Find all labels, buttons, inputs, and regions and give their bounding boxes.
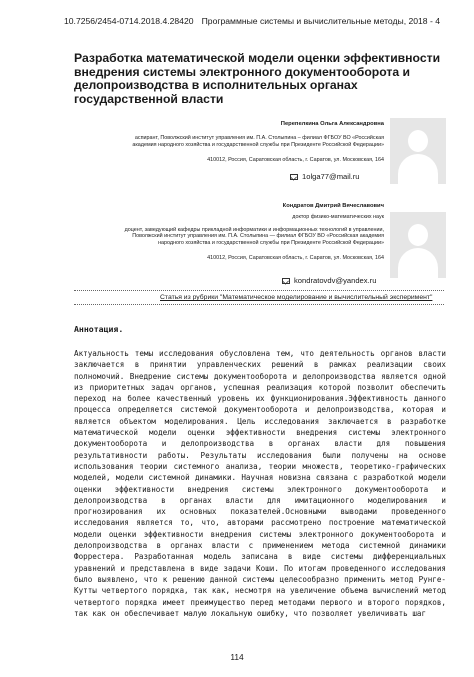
abstract-line: было выявлено, что к решению данной системы целесообразно применить метод Рунге- [74, 574, 446, 584]
abstract-line: является объектом моделирования. Цель исследования заключается в разработке [74, 416, 446, 426]
envelope-icon [290, 174, 298, 180]
abstract-line: четвертого порядка имеет преимущество перед методами первого и второго порядков, [74, 597, 446, 607]
rubric-link[interactable]: Статья из рубрики "Математическое моделирование и вычислительный эксперимент" [160, 294, 433, 301]
author-2-degree: доктор физико-математических наук [292, 214, 384, 220]
abstract-line: полномочий. Внедрение системы документооборота и делопроизводства является одной [74, 371, 446, 381]
author-1-email-row [290, 172, 360, 181]
abstract-line: результативности работы. Результаты исследования были получены на основе [74, 450, 446, 460]
abstract-line: прогнозирования их основных показателей.Основными выводами проведенного [74, 507, 446, 517]
annotation-heading: Аннотация. [74, 324, 124, 334]
abstract-body [74, 348, 446, 619]
author-2-block [64, 203, 384, 262]
author-2-affil-line-3: народного хозяйства и государственной службы при Президенте Российской Федерации» [158, 239, 384, 246]
abstract-line: математической модели оценки эффективности внедрения системы электронного [74, 428, 446, 438]
abstract-line: Форрестера. Разработанная модель записана в виде системы дифференциальных [74, 552, 446, 562]
author-1-affil-line-1: аспирант, Поволжский институт управления им. П.А. Столыпина – филиал ФГБОУ ВО «Российская [134, 135, 384, 141]
abstract-line: Актуальность темы исследования обусловлена тем, что деятельность органов власти [74, 349, 446, 358]
abstract-line: документооборота и делопроизводства в органах власти для повышения [74, 439, 446, 449]
author-2-email-row [282, 276, 376, 285]
author-2-name: Кондратов Дмитрий Вячеславович [282, 203, 384, 209]
author-2-email[interactable]: kondratovdv@yandex.ru [294, 276, 377, 285]
author-2-address: 410012, Россия, Саратовская область, г. Саратов, ул. Московская, 164 [207, 255, 384, 262]
abstract-line: процесса определяется системой документооборота и делопроизводства, которая и [74, 405, 446, 415]
divider-bottom [74, 304, 444, 305]
article-title: Разработка математической модели оценки эффективности внедрения системы электронного документооборота и делопроизводства в исполнительных органах государственной власти [74, 51, 441, 106]
abstract-line: переход на более качественный уровень их функционирования.Эффективность данного [74, 394, 446, 404]
author-1-name: Перепелкина Ольга Александровна [280, 121, 384, 127]
abstract-line: заключается в принятии управленческих решений в рамках реализации своих [74, 360, 446, 370]
author-1-block [64, 121, 384, 164]
abstract-line: делопроизводства в органах власти для имитационного моделирования и [74, 495, 446, 505]
divider-top [74, 290, 444, 291]
journal-title: Программные системы и вычислительные методы, 2018 - 4 [201, 16, 440, 26]
abstract-line: использования теории системного анализа, теории множеств, теоретико-графических [74, 461, 446, 471]
abstract-line: делопроизводства в органах власти с применением метода системной динамики [74, 541, 446, 551]
author-1-address: 410012, Россия, Саратовская область, г. Саратов, ул. Московская, 164 [207, 157, 384, 164]
abstract-line: так как он обеспечивает малую локальную ошибку, что позволяет увеличивать шаг [74, 608, 427, 618]
author-2-avatar [390, 212, 446, 278]
user-silhouette-icon [408, 224, 428, 246]
envelope-icon [282, 278, 290, 284]
abstract-line: моделей, модели системной динамики. Научная новизна связана с разработкой модели [74, 473, 446, 483]
doi: 10.7256/2454-0714.2018.4.28420 [64, 16, 194, 26]
abstract-line: модели оценки эффективности внедрения системы электронного документооборота и [74, 529, 446, 539]
user-silhouette-icon [408, 130, 428, 152]
abstract-line: из приоритетных задач органов, успешная реализация которой позволит обеспечить [74, 382, 446, 392]
author-2-affil-line-1: доцент, заведующий кафедры прикладной информатики и информационных технологий в управлении, [124, 226, 384, 233]
abstract-line: Кутты четвертого порядка, так как, несмотря на увеличение объема вычислений метод [74, 586, 446, 596]
author-2-affil-line-2: Поволжский институт управления им. П.А. Столыпина — филиал ФГБОУ ВО «Российская академия [132, 233, 384, 240]
author-1-affil-line-2: академия народного хозяйства и государственной службы при Президенте Российской Федерации» [132, 141, 384, 148]
page-number: 114 [230, 652, 244, 662]
abstract-line: оценки эффективности внедрения системы электронного документооборота и [74, 484, 446, 494]
author-1-email[interactable]: 1olga77@mail.ru [302, 172, 360, 181]
author-1-avatar [390, 118, 446, 184]
abstract-line: исследования является то, что, авторами рассмотрено построение математической [74, 518, 446, 528]
abstract-line: уравнений и представлена в виде задачи Коши. По итогам проведенного исследования [74, 563, 446, 573]
